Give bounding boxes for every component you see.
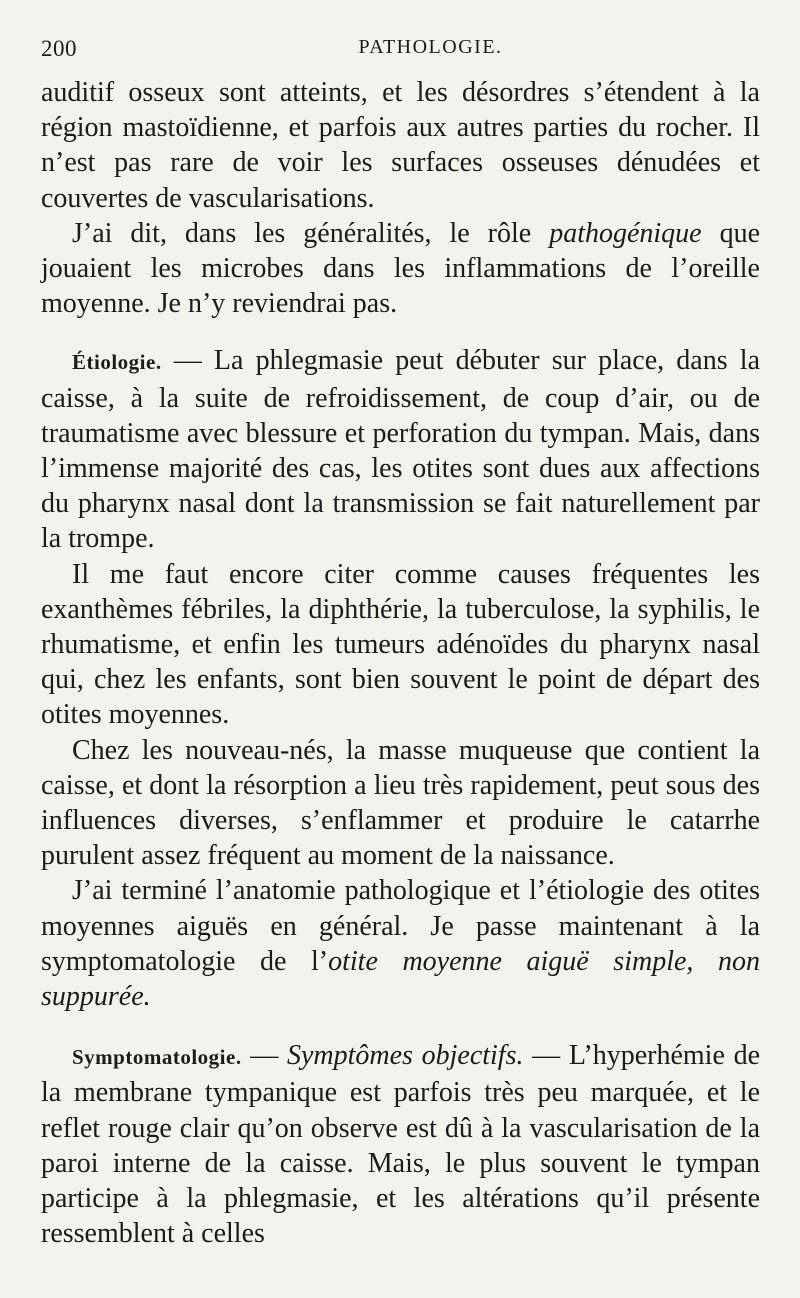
page-header: [41, 28, 760, 64]
paragraph-6-text: J’ai terminé l’anatomie pathologique et l’étiologie des otites moyennes aiguës en général. Je passe maintenant à la symptomatologie de l’: [41, 875, 760, 977]
paragraph-etiologie-text: — La phlegmasie peut débuter sur place, dans la caisse, à la suite de refroidissement, de coup d’air, ou de traumatisme avec blessure et perforation du tympan. Mais, dans l’immense majorité des cas, les otites sont dues aux affections du pharynx nasal dont la transmission se fait naturellement par la trompe.: [41, 345, 760, 555]
body-text: [41, 75, 760, 1252]
paragraph-6-emphasis: otite moyenne aiguë simple, non suppurée.: [41, 945, 760, 1013]
section-spacer: [41, 321, 760, 343]
paragraph-symptomatologie-dash: —: [241, 1040, 287, 1072]
page-number: 200: [41, 36, 77, 61]
paragraph-2: [41, 216, 760, 322]
subheading-symptomes-objectifs: Symptômes objectifs.: [286, 1040, 524, 1072]
paragraph-6: [41, 873, 760, 1014]
paragraph-symptomatologie-text: — L’hyperhémie de la membrane tympanique est parfois très peu marquée, et le reflet rouge clair qu’on observe est dû à la vascularisation de la paroi interne de la caisse. Mais, le plus souvent le tympan participe à la phlegmasie, et les altérations qu’il présente ressemblent à celles: [41, 1040, 760, 1250]
running-head: PATHOLOGIE.: [358, 36, 503, 58]
paragraph-etiologie: [41, 343, 760, 556]
paragraph-1: auditif osseux sont atteints, et les désordres s’étendent à la région mastoïdienne, et parfois aux autres parties du rocher. Il n’est pas rare de voir les surfaces osseuses dénudées et couvertes de vascularisations.: [41, 77, 760, 214]
paragraph-4: Il me faut encore citer comme causes fréquentes les exanthèmes fébriles, la diphthérie, la tuberculose, la syphilis, le rhumatisme, et enfin les tumeurs adénoïdes du pharynx nasal qui, chez les enfants, sont bien souvent le point de départ des otites moyennes.: [41, 558, 760, 731]
section-heading-etiologie: Étiologie.: [72, 350, 162, 375]
paragraph-2-text-a: J’ai dit, dans les généralités, le rôle: [72, 217, 550, 249]
paragraph-2-text-b: que jouaient les microbes dans les inflammations de l’oreille moyenne. Je n’y reviendrai pas.: [41, 217, 761, 320]
paragraph-symptomatologie: [41, 1038, 760, 1251]
paragraph-5: Chez les nouveau-nés, la masse muqueuse que contient la caisse, et dont la résorption a lieu très rapidement, peut sous des influences diverses, s’enflammer et produire le catarrhe purulent assez fréquent au moment de la naissance.: [41, 734, 760, 872]
section-spacer: [41, 1014, 760, 1038]
section-heading-symptomatologie: Symptomatologie.: [72, 1045, 242, 1070]
paragraph-2-emphasis: pathogénique: [549, 217, 702, 249]
